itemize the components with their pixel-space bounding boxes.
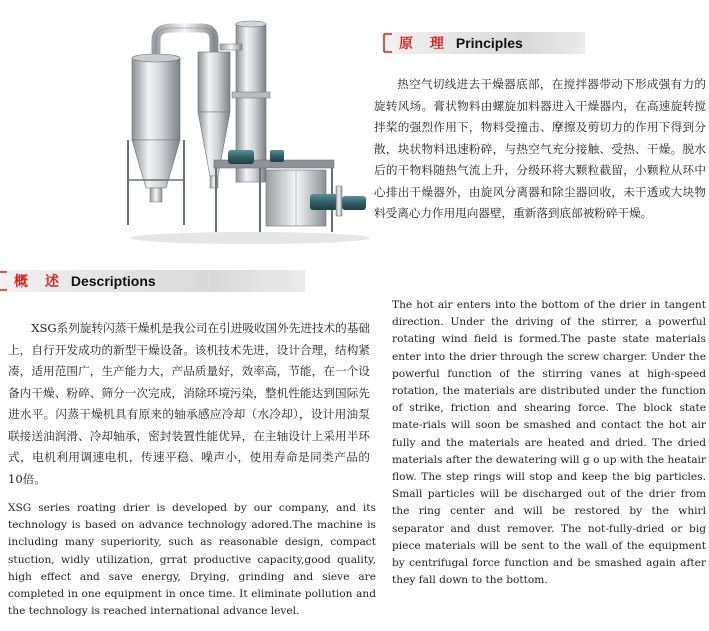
spin-flash-dryer-machine-illustration xyxy=(110,10,380,250)
descriptions-text-en: XSG series roating drier is developed by our company, and its technology is based on advance technology adored.The machine is including many superiority, such as reasonable design, compact stuction, widly utilization, grrat productive capacity,good quality, high effect and save energy, Drying, grinding and sieve are completed in one equipment in once time. It eliminate pollution and the technology is reached international advance level. xyxy=(8,502,376,618)
principles-text-cn: 热空气切线进去干燥器底部，在搅拌器带动下形成强有力的旋转风场。膏状物料由螺旋加料器进入干燥器内，在高速旋转搅拌桨的强烈作用下，物料受撞击、摩擦及剪切力的作用下得到分散，块状物料迅速粉碎，与热空气充分接触、受热、干燥。脱水后的干物料随热气流上升，分级环将大颗粒截留，小颗粒从环中心排出干燥器外，由旋风分离器和除尘器回收，未干透或大块物料受离心力作用甩向器壁，重新落到底部被粉碎干燥。 xyxy=(374,77,706,220)
principles-heading-cn: 原 理 xyxy=(399,36,450,52)
principles-heading-en: Principles xyxy=(455,35,523,51)
descriptions-heading-en: Descriptions xyxy=(70,273,156,289)
descriptions-text-cn: XSG系列旋转闪蒸干燥机是我公司在引进吸收国外先进技术的基础上，自行开发成功的新型干燥设备。该机技术先进，设计合理，结构紧凑，适用范围广，生产能力大，产品质量好，效率高，节能，在一个设备内干燥、粉碎、筛分一次完成，消除环境污染，整机性能达到国际先进水平。闪蒸干燥机具有原来的轴承感应冷却（水冷却），设计用油泵联接送油润滑、冷却轴承，密封装置性能优异，在主轴设计上采用半环式，电机利用调速电机，传速平稳、噪声小，使用寿命是同类产品的10倍。 xyxy=(8,321,370,486)
heading-ornament-icon xyxy=(0,271,9,291)
descriptions-heading-cn: 概 述 xyxy=(14,274,65,290)
principles-text-en: The hot air enters into the bottom of the drier in tangent direction. Under the driving of the stirrer, a powerful rotating wind field is formed.The paste state materials enter into the drier through the screw charger. Under the powerful function of the stirring vanes at high-speed rotation, the materials are distributed under the function of strike, friction and shearing force. The block state mate-rials will soon be smashed and contact the hot air fully and the materials are heated and dried. The dried materials after the dewatering will g o up with the heatair flow. The step rings will stop and keep the big particles. Small particles will be discharged out of the drier from the ring center and will be restored by the whirl separator and dust remover. The not-fully-dried or big piece materials will be sent to the wall of the equipment by centrifugal force function and be smashed again after they fall down to the bottom. xyxy=(392,299,706,587)
descriptions-heading xyxy=(0,270,305,292)
heading-ornament-icon xyxy=(382,33,394,53)
principles-heading xyxy=(385,32,585,54)
